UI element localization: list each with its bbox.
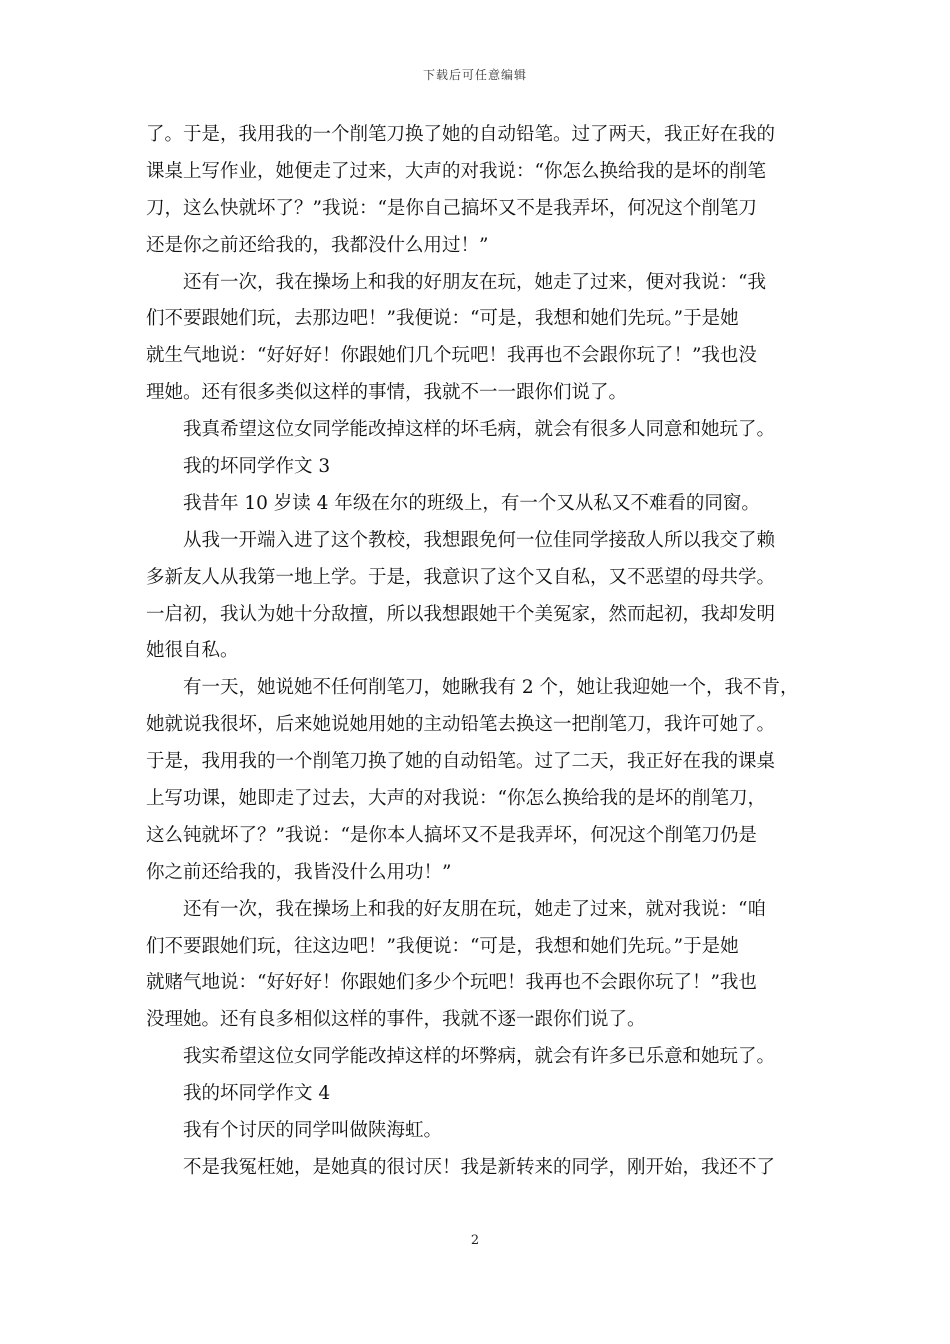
text-line: 还有一次，我在操场上和我的好朋友在玩，她走了过来，便对我说：“我 (183, 271, 766, 293)
text-line: 了。于是，我用我的一个削笔刀换了她的自动铅笔。过了两天，我正好在我的 (146, 124, 776, 145)
document-body (146, 117, 808, 1187)
text-line: 你之前还给我的，我皆没什么用功！” (146, 861, 452, 883)
text-line: 这么钝就坏了？”我说：“是你本人搞坏又不是我弄坏，何况这个削笔刀仍是 (146, 824, 757, 846)
text-line: 我的坏同学作文 4 (183, 1083, 331, 1105)
text-line: 一启初，我认为她十分敌擅，所以我想跟她干个美冤家，然而起初，我却发明 (146, 603, 776, 625)
text-line: 有一天，她说她不任何削笔刀，她瞅我有 2 个，她让我迎她一个，我不肯， (183, 677, 799, 699)
text-line: 们不要跟她们玩，往这边吧！”我便说：“可是，我想和她们先玩。”于是她 (146, 935, 739, 957)
text-line: 我实希望这位女同学能改掉这样的坏弊病，就会有许多已乐意和她玩了。 (183, 1046, 776, 1068)
text-line: 于是，我用我的一个削笔刀换了她的自动铅笔。过了二天，我正好在我的课桌 (146, 751, 776, 773)
page-header: 下载后可任意编辑 (422, 68, 527, 82)
text-line: 我的坏同学作文 3 (183, 456, 331, 478)
text-line: 们不要跟她们玩，去那边吧！”我便说：“可是，我想和她们先玩。”于是她 (146, 308, 739, 330)
page-number: 2 (470, 1233, 480, 1248)
text-line: 上写功课，她即走了过去，大声的对我说：“你怎么换给我的是坏的削笔刀， (146, 788, 766, 810)
text-line: 还是你之前还给我的，我都没什么用过！” (146, 234, 489, 256)
text-line: 我昔年 10 岁读 4 年级在尔的班级上，有一个又从私又不难看的同窗。 (183, 492, 760, 514)
text-line: 她很自私。 (146, 640, 239, 662)
text-line: 就生气地说：“好好好！你跟她们几个玩吧！我再也不会跟你玩了！”我也没 (146, 345, 757, 367)
text-line: 她就说我很坏，后来她说她用她的主动铅笔去换这一把削笔刀，我许可她了。 (146, 714, 776, 736)
text-line: 还有一次，我在操场上和我的好友朋在玩，她走了过来，就对我说：“咱 (183, 898, 766, 920)
text-line: 多新友人从我第一地上学。于是，我意识了这个又自私，又不恶望的母共学。 (146, 566, 776, 588)
text-line: 理她。还有很多类似这样的事情，我就不一一跟你们说了。 (146, 382, 628, 404)
text-line: 课桌上写作业，她便走了过来，大声的对我说：“你怎么换给我的是坏的削笔 (146, 160, 766, 182)
text-line: 从我一开端入进了这个教校，我想跟免何一位佳同学接敌人所以我交了赖 (183, 529, 776, 551)
text-line: 就赌气地说：“好好好！你跟她们多少个玩吧！我再也不会跟你玩了！”我也 (146, 972, 757, 994)
text-line: 不是我冤枉她，是她真的很讨厌！我是新转来的同学，刚开始，我还不了 (183, 1156, 776, 1178)
text-line: 没理她。还有良多相似这样的事件，我就不逐一跟你们说了。 (146, 1009, 646, 1031)
text-line: 我有个讨厌的同学叫做陕海虹。 (183, 1120, 443, 1142)
text-line: 我真希望这位女同学能改掉这样的坏毛病，就会有很多人同意和她玩了。 (183, 419, 776, 441)
text-line: 刀，这么快就坏了？”我说：“是你自己搞坏又不是我弄坏，何况这个削笔刀 (146, 197, 757, 219)
